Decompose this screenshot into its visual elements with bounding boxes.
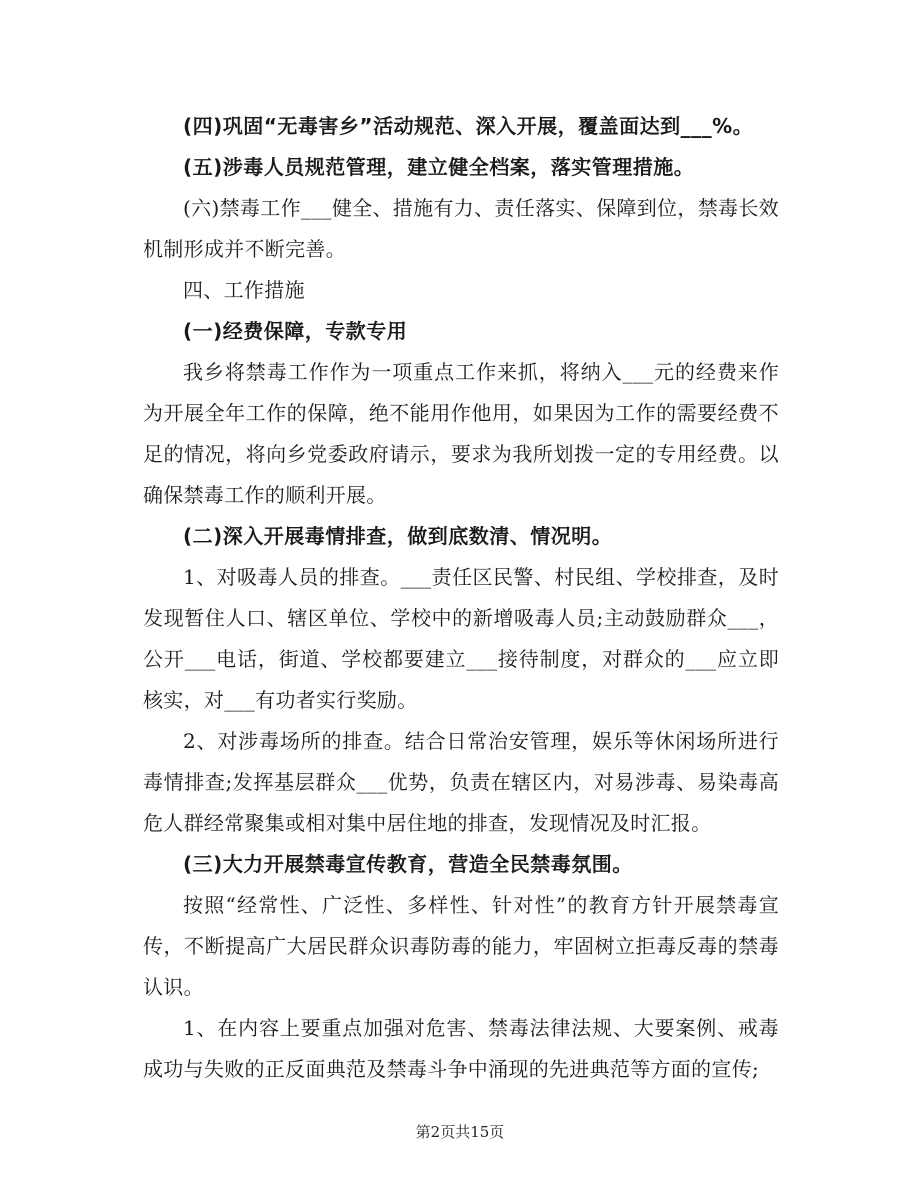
paragraph-goal-4: (四)巩固“无毒害乡”活动规范、深入开展，覆盖面达到___%。: [183, 114, 754, 138]
paragraph-publicity: 按照“经常性、广泛性、多样性、针对性”的教育方针开展禁毒宣传，不断提高广大居民群众识毒防毒的能力，牢固树立拒毒反毒的禁毒认识。: [143, 893, 779, 999]
subheading-investigation: (二)深入开展毒情排查，做到底数清、情况明。: [183, 524, 613, 548]
paragraph-investigation-users: 1、对吸毒人员的排查。___责任区民警、村民组、学校排查，及时发现暂住人口、辖区单位、学校中的新增吸毒人员;主动鼓励群众___，公开___电话，街道、学校都要建立___接待制度，对群众的___应立即核实，对___有功者实行奖励。: [143, 565, 779, 712]
subheading-funding: (一)经费保障，专款专用: [183, 319, 408, 343]
paragraph-publicity-content: 1、在内容上要重点加强对危害、禁毒法律法规、大要案例、戒毒成功与失败的正反面典范及禁毒斗争中涌现的先进典范等方面的宣传;: [143, 1016, 779, 1081]
subheading-publicity: (三)大力开展禁毒宣传教育，营造全民禁毒氛围。: [183, 852, 633, 876]
document-body: [143, 106, 779, 1090]
section-heading-measures: 四、工作措施: [183, 278, 305, 302]
paragraph-goal-5: (五)涉毒人员规范管理，建立健全档案，落实管理措施。: [183, 155, 695, 179]
page-number-footer: 第2页共15页: [415, 1123, 505, 1141]
paragraph-investigation-venues: 2、对涉毒场所的排查。结合日常治安管理，娱乐等休闲场所进行毒情排查;发挥基层群众___优势，负责在辖区内，对易涉毒、易染毒高危人群经常聚集或相对集中居住地的排查，发现情况及时汇报。: [143, 729, 779, 835]
paragraph-goal-6: (六)禁毒工作___健全、措施有力、责任落实、保障到位，禁毒长效机制形成并不断完善。: [143, 196, 779, 261]
paragraph-funding: 我乡将禁毒工作作为一项重点工作来抓，将纳入___元的经费来作为开展全年工作的保障，绝不能用作他用，如果因为工作的需要经费不足的情况，将向乡党委政府请示，要求为我所划拨一定的专用经费。以确保禁毒工作的顺利开展。: [143, 360, 779, 507]
